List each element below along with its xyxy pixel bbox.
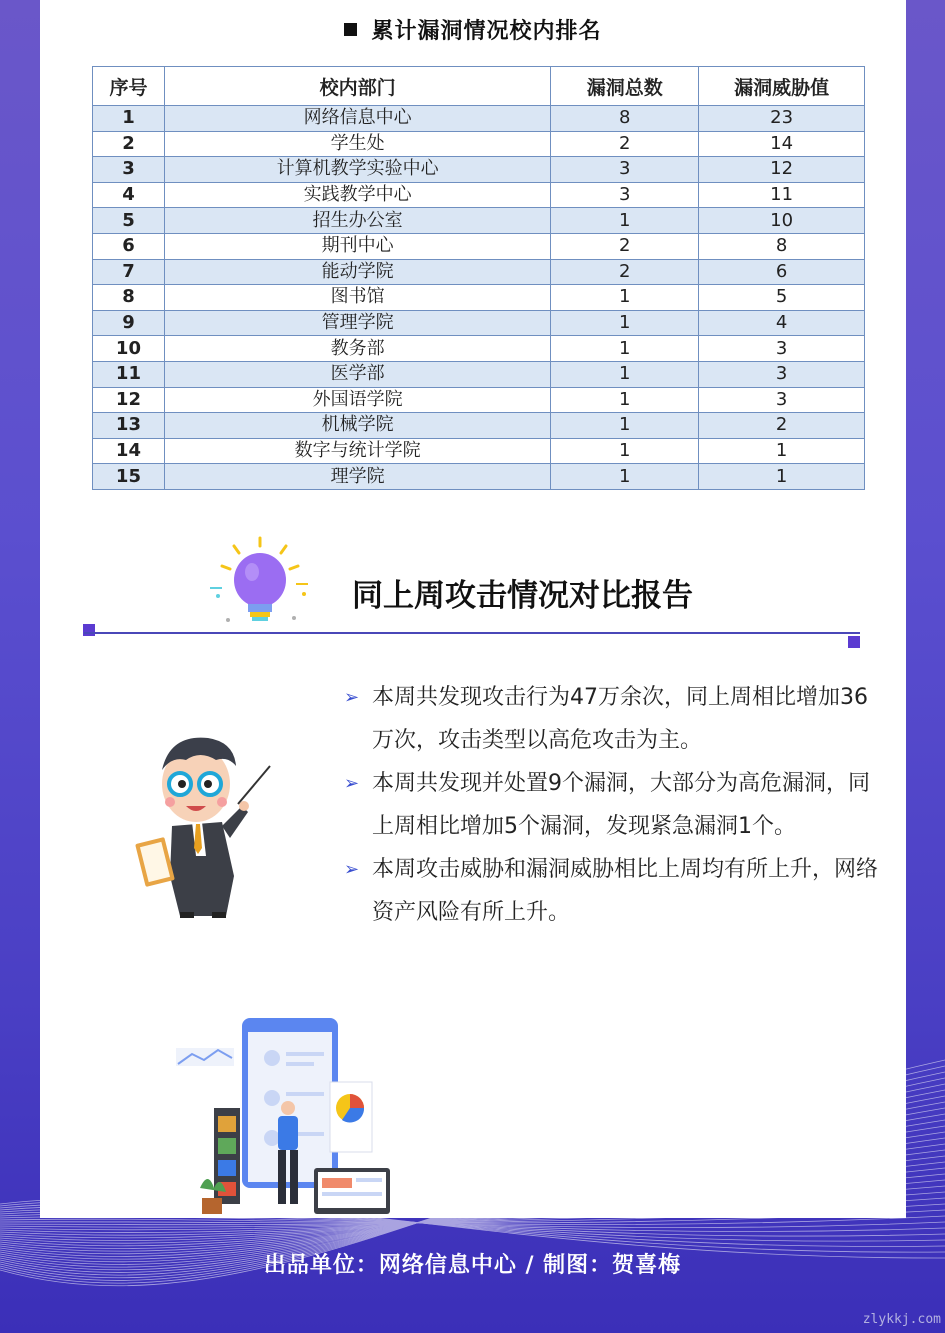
- table-row: [93, 208, 865, 234]
- column-header-department: 校内部门: [164, 67, 550, 106]
- cell-rank: 8: [93, 285, 165, 311]
- column-header-vuln-count: 漏洞总数: [551, 67, 699, 106]
- cell-threat-value: 6: [699, 259, 865, 285]
- cell-threat-value: 1: [699, 464, 865, 490]
- cell-department: 网络信息中心: [164, 106, 550, 132]
- table-row: [93, 310, 865, 336]
- cell-department: 计算机教学实验中心: [164, 157, 550, 183]
- table-row: [93, 464, 865, 490]
- bullet-item: ➢ 本周攻击威胁和漏洞威胁相比上周均有所上升，网络资产风险有所上升。: [340, 848, 885, 934]
- cell-rank: 13: [93, 413, 165, 439]
- table-row: [93, 233, 865, 259]
- cell-rank: 15: [93, 464, 165, 490]
- cell-vuln-count: 1: [551, 310, 699, 336]
- cell-vuln-count: 1: [551, 336, 699, 362]
- cell-rank: 4: [93, 182, 165, 208]
- table-row: [93, 182, 865, 208]
- cell-department: 能动学院: [164, 259, 550, 285]
- lightbulb-icon: [204, 536, 316, 630]
- cell-threat-value: 4: [699, 310, 865, 336]
- cell-threat-value: 5: [699, 285, 865, 311]
- table-row: [93, 336, 865, 362]
- table-row: [93, 361, 865, 387]
- comparison-bullet-list: [340, 676, 885, 934]
- cell-vuln-count: 1: [551, 285, 699, 311]
- section-divider: [84, 632, 860, 634]
- cell-rank: 9: [93, 310, 165, 336]
- table-row: [93, 259, 865, 285]
- cell-vuln-count: 2: [551, 259, 699, 285]
- cell-department: 管理学院: [164, 310, 550, 336]
- cell-rank: 1: [93, 106, 165, 132]
- table-row: [93, 157, 865, 183]
- table-header-row: [93, 67, 865, 106]
- arrow-bullet-icon: ➢: [344, 859, 360, 880]
- watermark: zlykkj.com: [862, 1312, 941, 1327]
- cell-department: 教务部: [164, 336, 550, 362]
- teacher-illustration: [130, 726, 280, 926]
- cell-vuln-count: 1: [551, 438, 699, 464]
- cell-vuln-count: 1: [551, 413, 699, 439]
- cell-threat-value: 3: [699, 387, 865, 413]
- comparison-section-title: 同上周攻击情况对比报告: [352, 578, 693, 614]
- cell-department: 机械学院: [164, 413, 550, 439]
- cell-rank: 6: [93, 233, 165, 259]
- vulnerability-ranking-table: [92, 66, 865, 490]
- column-header-threat-value: 漏洞威胁值: [699, 67, 865, 106]
- cell-rank: 3: [93, 157, 165, 183]
- bullet-item: ➢ 本周共发现攻击行为47万余次，同上周相比增加36万次，攻击类型以高危攻击为主。: [340, 676, 885, 762]
- cell-rank: 10: [93, 336, 165, 362]
- footer-credits: 出品单位：网络信息中心 / 制图：贺喜梅: [263, 1253, 682, 1278]
- cell-threat-value: 14: [699, 131, 865, 157]
- table-body: [93, 106, 865, 490]
- cell-rank: 11: [93, 361, 165, 387]
- table-row: [93, 131, 865, 157]
- cell-vuln-count: 8: [551, 106, 699, 132]
- cell-department: 期刊中心: [164, 233, 550, 259]
- divider-square-left: [83, 624, 95, 636]
- table-row: [93, 106, 865, 132]
- cell-rank: 2: [93, 131, 165, 157]
- cell-vuln-count: 3: [551, 182, 699, 208]
- cell-threat-value: 10: [699, 208, 865, 234]
- cell-department: 数字与统计学院: [164, 438, 550, 464]
- cell-department: 学生处: [164, 131, 550, 157]
- cell-department: 实践教学中心: [164, 182, 550, 208]
- cell-vuln-count: 2: [551, 233, 699, 259]
- report-page: [40, 0, 906, 1218]
- cell-vuln-count: 2: [551, 131, 699, 157]
- cell-threat-value: 23: [699, 106, 865, 132]
- cell-vuln-count: 1: [551, 387, 699, 413]
- cell-rank: 7: [93, 259, 165, 285]
- cell-threat-value: 1: [699, 438, 865, 464]
- cell-threat-value: 2: [699, 413, 865, 439]
- cell-threat-value: 11: [699, 182, 865, 208]
- ranking-section-title: 累计漏洞情况校内排名: [40, 14, 906, 45]
- table-row: [93, 413, 865, 439]
- cell-rank: 14: [93, 438, 165, 464]
- cell-department: 外国语学院: [164, 387, 550, 413]
- cell-department: 医学部: [164, 361, 550, 387]
- cell-department: 招生办公室: [164, 208, 550, 234]
- column-header-rank: 序号: [93, 67, 165, 106]
- table-row: [93, 438, 865, 464]
- cell-threat-value: 12: [699, 157, 865, 183]
- office-data-illustration: [170, 1012, 400, 1218]
- divider-square-right: [848, 636, 860, 648]
- cell-vuln-count: 3: [551, 157, 699, 183]
- cell-department: 图书馆: [164, 285, 550, 311]
- table-row: [93, 387, 865, 413]
- arrow-bullet-icon: ➢: [344, 687, 360, 708]
- square-bullet-icon: [344, 23, 357, 36]
- cell-vuln-count: 1: [551, 208, 699, 234]
- cell-department: 理学院: [164, 464, 550, 490]
- cell-threat-value: 3: [699, 336, 865, 362]
- bullet-item: ➢ 本周共发现并处置9个漏洞，大部分为高危漏洞，同上周相比增加5个漏洞，发现紧急漏洞1个。: [340, 762, 885, 848]
- cell-rank: 5: [93, 208, 165, 234]
- cell-vuln-count: 1: [551, 361, 699, 387]
- cell-threat-value: 3: [699, 361, 865, 387]
- table-row: [93, 285, 865, 311]
- cell-threat-value: 8: [699, 233, 865, 259]
- cell-rank: 12: [93, 387, 165, 413]
- cell-vuln-count: 1: [551, 464, 699, 490]
- arrow-bullet-icon: ➢: [344, 773, 360, 794]
